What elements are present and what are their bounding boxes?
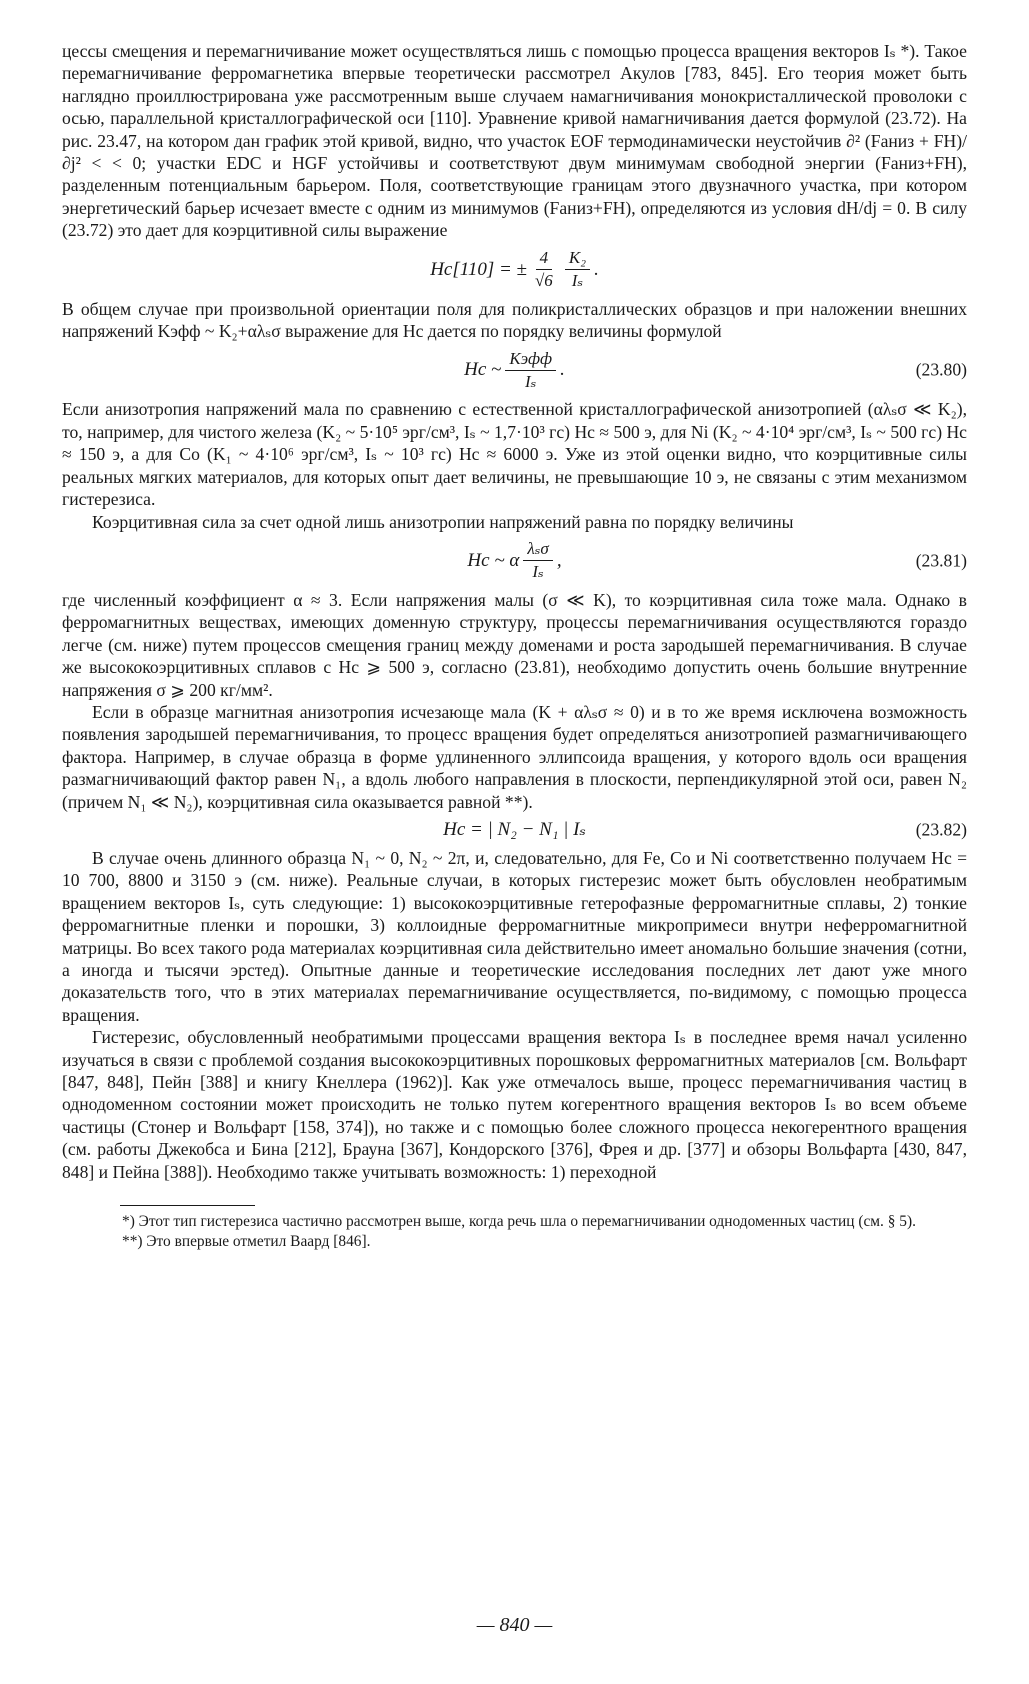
equation-number: (23.81) xyxy=(915,550,967,571)
paragraph-4: Коэрцитивная сила за счет одной лишь анизотропии напряжений равна по порядку величины xyxy=(92,511,794,532)
paragraph-7: В случае очень длинного образца N₁ ~ 0, N₂ ~ 2π, и, следовательно, для Fe, Co и Ni соответственно получаем Hc = 10 700, 8800 и 3150 э (см. ниже). Реальные случаи, в которых гистерезис может быть обусловлен необратимым вращением векторов Iₛ, суть следующие: 1) высококоэрцитивные гетерофазные ферромагнитные сплавы, 2) тонкие ферромагнитные пленки и порошки, 3) коллоидные ферромагнитные микропримеси внутри неферромагнитной матрицы. Во всех такого рода материалах коэрцитивная сила действительно имеет аномально большие значения (сотни, а иногда и тысячи эрстед). Опытные данные и теоретические исследования последних лет дают уже много доказательств того, что в этих материалах перемагничивание осуществляется, по-видимому, с помощью процесса вращения. xyxy=(62,847,967,1025)
equation-hc110: Hc[110] = ± $\frac{4}{√6}$ $\frac{\text{K₂}}{\text{Iₛ}}$ . xyxy=(430,248,599,291)
paragraph-1: цессы смещения и перемагничивание может осуществляться лишь с помощью процесса вращения векторов Iₛ *). Такое перемагничивание ферромагнетика впервые теоретически рассмотрел Акулов [783, 845]. Его теория может быть наглядно проиллюстрирована уже рассмотренным выше случаем намагничивания монокристаллической проволоки с осью, параллельной кристаллографической оси [110]. Уравнение кривой намагничивания дается формулой (23.72). На рис. 23.47, на котором дан график этой кривой, видно, что участок EOF термодинамически неустойчив ∂² (Fаниз + FH)/∂j² < < 0; участки EDC и HGF устойчивы и соответствуют двум минимумам свободной энергии (Fаниз+FH), разделенным потенциальным барьером. Поля, соответствующие границам этого двузначного участка, при котором энергетический барьер исчезает вместе с одним из минимумов (Fаниз+FH), определяются из условия dH/dj = 0. В силу (23.72) это дает для коэрцитивной силы выражение xyxy=(62,41,967,241)
footnote-2: **) Это впервые отметил Ваард [846]. xyxy=(122,1233,371,1251)
paragraph-8: Гистерезис, обусловленный необратимыми процессами вращения вектора Iₛ в последнее время начал усиленно изучаться в связи с проблемой создания высококоэрцитивных порошковых ферромагнитных материалов [см. Вольфарт [847, 848], Пейн [388] и книгу Кнеллера (1962)]. Как уже отмечалось выше, процесс перемагничивания частиц в однодоменном состоянии может происходить не только путем когерентного вращения векторов Iₛ во всем объеме частицы (Стонер и Вольфарт [158, 374]), но также и с помощью более сложного процесса некогерентного вращения (см. работы Джекобса и Бина [212], Брауна [367], Кондорского [376], Фрея и др. [377] и обзоры Вольфарта [430, 847, 848] и Пейна [388]). Необходимо также учитывать возможность: 1) переходной xyxy=(62,1027,967,1182)
paragraph-5: где численный коэффициент α ≈ 3. Если напряжения малы (σ ≪ K), то коэрцитивная сила тоже мала. Однако в ферромагнитных веществах, имеющих доменную структуру, процессы перемагничивания осуществляются гораздо легче (см. ниже) путем процессов смещения границ между доменами и роста зародышей перемагничивания. В случае же высококоэрцитивных сплавов с Hc ⩾ 500 э, согласно (23.81), необходимо допустить очень большие внутренние напряжения σ ⩾ 200 кг/мм². xyxy=(62,589,967,700)
equation-23-81: Hc ~ α $\frac{\text{λₛσ}}{\text{Iₛ}}$ , (23.81) xyxy=(467,539,967,582)
equation-number: (23.82) xyxy=(915,819,967,840)
fraction-4-sqrt6: $\frac{4}{√6}$ xyxy=(534,248,553,291)
fraction-keff-is: $\frac{\text{Kэфф}}{\text{Iₛ}}$ xyxy=(505,348,556,393)
paragraph-2: В общем случае при произвольной ориентации поля для поликристаллических образцов и при наложении внешних напряжений Kэфф ~ K₂+αλₛσ выражение для Hc дается по порядку величины формулой xyxy=(62,298,967,342)
fraction-lambda-sigma-is: $\frac{\text{λₛσ}}{\text{Iₛ}}$ xyxy=(523,538,552,583)
footnote-divider xyxy=(120,1205,255,1206)
equation-lhs: Hc[110] = ± xyxy=(430,258,527,280)
paragraph-6: Если в образце магнитная анизотропия исчезающе мала (K + αλₛσ ≈ 0) и в то же время исключена возможность появления зародышей перемагничивания, то процесс вращения будет определяться анизотропией размагничивающего фактора. Например, в случае образца в форме удлиненного эллипсоида вращения, у которого вдоль оси вращения размагничивающий фактор равен N₁, а вдоль любого направления в плоскости, перпендикулярной этой оси, равен N₂ (причем N₁ ≪ N₂), коэрцитивная сила оказывается равной **). xyxy=(62,701,967,812)
equation-number: (23.80) xyxy=(915,359,967,380)
page-body xyxy=(62,40,967,1252)
fraction-k2-is: $\frac{\text{K₂}}{\text{Iₛ}}$ xyxy=(565,247,590,292)
equation-23-82: Hc = | N₂ − N₁ | Iₛ (23.82) xyxy=(443,819,967,841)
equation-23-80: Hc ~ $\frac{\text{Kэфф}}{\text{Iₛ}}$ . (23.80) xyxy=(464,348,967,391)
page-number: — 840 — xyxy=(476,1614,553,1636)
footnote-1: *) Этот тип гистерезиса частично рассмотрен выше, когда речь шла о перемагничивании однодоменных частиц (см. § 5). xyxy=(122,1213,916,1231)
paragraph-3: Если анизотропия напряжений мала по сравнению с естественной кристаллографической анизотропией (αλₛσ ≪ K₂), то, например, для чистого железа (K₂ ~ 5·10⁵ эрг/см³, Iₛ ~ 1,7·10³ гс) Hc ≈ 500 э, для Ni (K₂ ~ 4·10⁴ эрг/см³, Iₛ ~ 500 гс) Hc ≈ 150 э, а для Co (K₁ ~ 4·10⁶ эрг/см³, Iₛ ~ 10³ гс) Hc ≈ 6000 э. Уже из этой оценки видно, что коэрцитивные силы реальных мягких материалов, для которых опыт дает величины, не превышающие 10 э, не связаны с этим механизмом гистерезиса. xyxy=(62,399,967,510)
